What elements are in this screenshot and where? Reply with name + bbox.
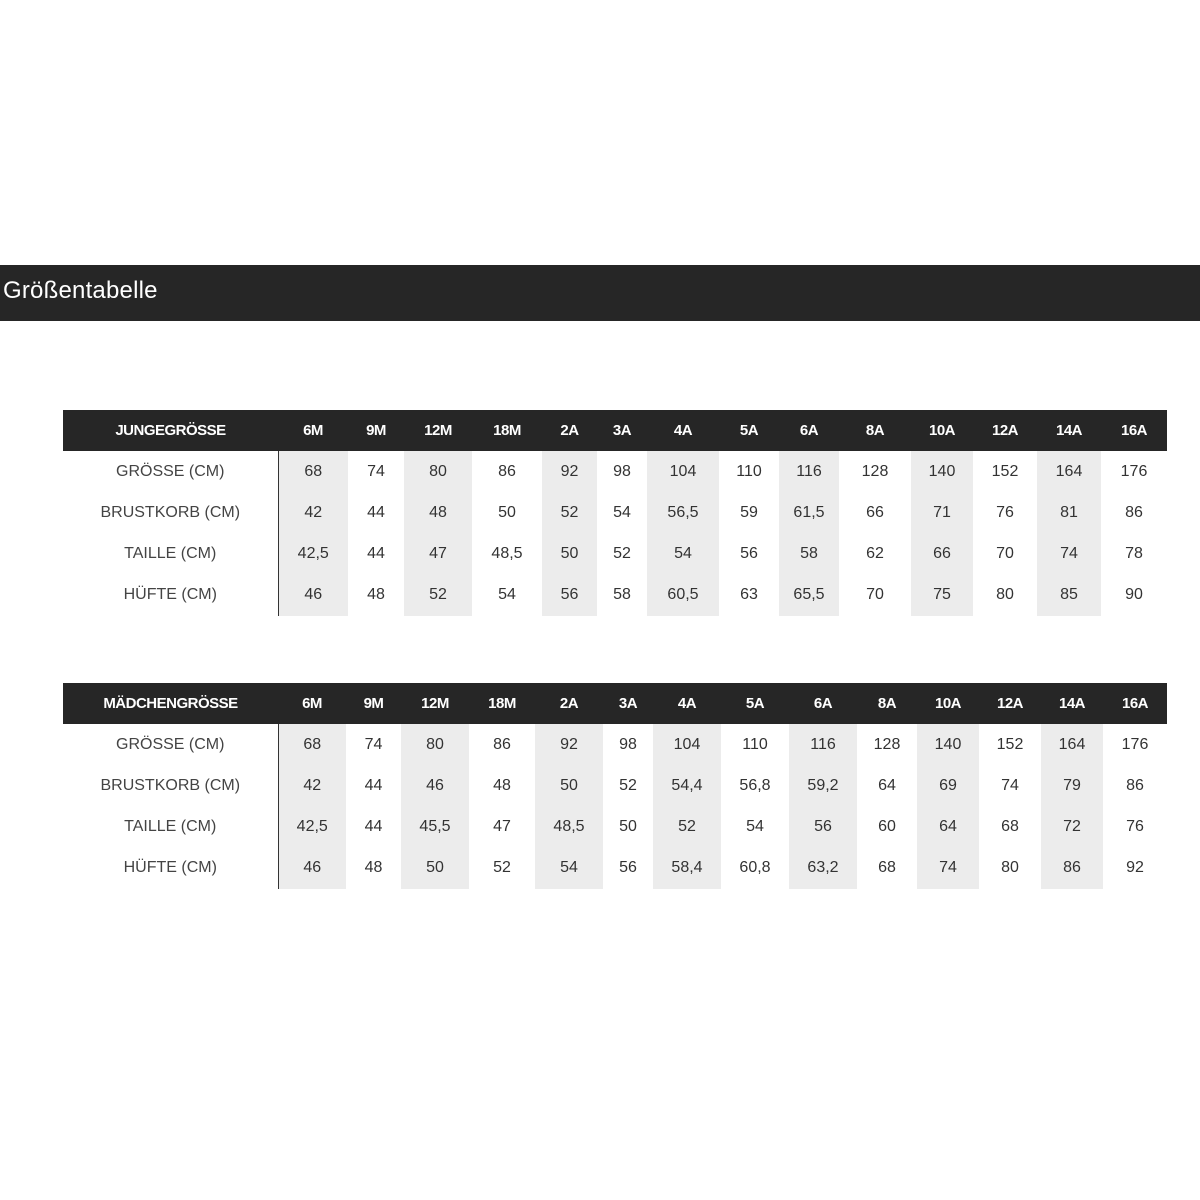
table-cell: 71 [911,492,973,533]
size-header: 9M [346,683,401,724]
page-title: Größentabelle [3,277,158,304]
table-cell: 61,5 [779,492,839,533]
table-cell: 63 [740,586,758,604]
table-cell: 60,5 [647,575,719,616]
row-label: BRUSTKORB (CM) [63,492,278,533]
size-header: 3A [603,683,653,724]
table-cell: 176 [1120,462,1148,480]
table-cell: 92 [542,451,597,492]
table-cell: 92 [1126,859,1144,877]
table-cell: 56,8 [739,776,771,794]
header-row [63,683,1167,724]
size-header: 2A [542,410,597,451]
table-cell: 98 [619,735,637,753]
table-cell: 80 [401,724,469,765]
table-cell: 54 [613,503,631,521]
table-cell: 46 [278,848,346,889]
table-cell: 58 [613,586,631,604]
table-cell: 42 [278,492,348,533]
table-cell: 80 [404,451,472,492]
table-cell: 50 [542,534,597,575]
size-header: 16A [1103,683,1167,724]
table-cell: 42 [278,765,346,806]
table-cell: 90 [1125,586,1143,604]
size-header: 4A [653,683,721,724]
table-cell: 52 [404,575,472,616]
table-cell: 47 [493,818,511,836]
table-cell: 56 [542,575,597,616]
size-header: 18M [469,683,535,724]
table-cell: 74 [1037,534,1101,575]
size-header: 6M [278,410,348,451]
size-header: 12M [404,410,472,451]
size-header: 14A [1041,683,1103,724]
table-cell: 58,4 [653,848,721,889]
table-cell: 52 [493,859,511,877]
row-label: HÜFTE (CM) [63,575,278,616]
table-cell: 54 [498,586,516,604]
size-header: 12M [401,683,469,724]
table-cell: 50 [498,503,516,521]
table-cell: 62 [866,545,884,563]
size-header: 3A [597,410,647,451]
size-header: 2A [535,683,603,724]
size-header: 8A [857,683,917,724]
row-label: TAILLE (CM) [63,534,278,575]
table-cell: 58 [779,534,839,575]
table-cell: 54 [535,848,603,889]
table-cell: 72 [1041,807,1103,848]
table-cell: 50 [619,818,637,836]
table-cell: 54 [647,534,719,575]
table-cell: 176 [1121,735,1149,753]
table-cell: 68 [278,451,348,492]
table-cell: 64 [917,807,979,848]
table-cell: 104 [653,724,721,765]
table-cell: 65,5 [779,575,839,616]
table-cell: 48 [367,586,385,604]
size-header: 14A [1037,410,1101,451]
table-cell: 45,5 [401,807,469,848]
table-cell: 48,5 [535,807,603,848]
table-cell: 56 [619,859,637,877]
table-cell: 42,5 [278,534,348,575]
table-cell: 76 [996,503,1014,521]
table-cell: 70 [996,545,1014,563]
table-cell: 63,2 [789,848,857,889]
table-heading: MÄDCHENGRÖSSE [63,683,278,724]
size-header: 16A [1101,410,1167,451]
size-header: 8A [839,410,911,451]
table-cell: 68 [1001,818,1019,836]
table-row [63,765,1167,806]
size-header: 4A [647,410,719,451]
table-cell: 46 [278,575,348,616]
table-cell: 74 [367,462,385,480]
size-header: 9M [348,410,404,451]
table-cell: 50 [401,848,469,889]
size-header: 10A [917,683,979,724]
table-cell: 44 [364,818,383,836]
row-label: BRUSTKORB (CM) [63,765,278,806]
header-row [63,410,1167,451]
table-cell: 66 [866,503,884,521]
table-cell: 52 [653,807,721,848]
table-cell: 64 [878,776,896,794]
table-cell: 74 [364,735,383,753]
table-cell: 52 [613,545,631,563]
table-cell: 69 [917,765,979,806]
table-row [63,451,1167,492]
row-label: TAILLE (CM) [63,807,278,848]
table-cell: 98 [613,462,631,480]
table-cell: 48,5 [491,545,523,563]
table-cell: 140 [911,451,973,492]
table-cell: 56,5 [647,492,719,533]
row-label: GRÖSSE (CM) [63,451,278,492]
table-cell: 48 [493,776,511,794]
table-cell: 48 [404,492,472,533]
table-cell: 66 [911,534,973,575]
table-cell: 44 [364,776,383,794]
boys-size-table [63,410,1167,616]
table-cell: 44 [367,503,385,521]
table-cell: 86 [498,462,516,480]
table-cell: 78 [1125,545,1143,563]
table-cell: 164 [1041,724,1103,765]
table-cell: 116 [789,724,857,765]
table-cell: 75 [911,575,973,616]
table-cell: 86 [493,735,511,753]
size-header: 12A [973,410,1037,451]
table-cell: 152 [996,735,1024,753]
table-cell: 86 [1126,776,1144,794]
table-cell: 52 [619,776,637,794]
table-heading: JUNGEGRÖSSE [63,410,278,451]
table-cell: 56 [789,807,857,848]
table-cell: 86 [1125,503,1143,521]
table-cell: 110 [736,462,762,480]
size-header: 12A [979,683,1041,724]
table-cell: 79 [1041,765,1103,806]
table-cell: 42,5 [278,807,346,848]
table-row [63,575,1167,616]
table-cell: 59,2 [789,765,857,806]
row-label: GRÖSSE (CM) [63,724,278,765]
table-cell: 86 [1041,848,1103,889]
table-row [63,848,1167,889]
table-cell: 44 [367,545,385,563]
table-cell: 80 [996,586,1014,604]
size-header: 6A [789,683,857,724]
table-cell: 50 [535,765,603,806]
table-cell: 68 [878,859,896,877]
table-cell: 70 [866,586,884,604]
table-cell: 47 [404,534,472,575]
table-cell: 54,4 [653,765,721,806]
table-cell: 48 [364,859,383,877]
table-cell: 110 [742,735,768,753]
table-cell: 52 [542,492,597,533]
size-header: 6A [779,410,839,451]
row-label: HÜFTE (CM) [63,848,278,889]
table-cell: 76 [1126,818,1144,836]
table-cell: 80 [1001,859,1019,877]
size-header: 5A [719,410,779,451]
title-bar [0,265,1200,321]
table-row [63,534,1167,575]
table-cell: 152 [991,462,1019,480]
size-header: 5A [721,683,789,724]
size-header: 18M [472,410,542,451]
table-cell: 46 [401,765,469,806]
table-cell: 59 [740,503,758,521]
table-cell: 140 [917,724,979,765]
table-cell: 104 [647,451,719,492]
table-cell: 85 [1037,575,1101,616]
table-cell: 56 [740,545,758,563]
table-cell: 128 [861,462,889,480]
table-row [63,492,1167,533]
table-cell: 81 [1037,492,1101,533]
table-cell: 164 [1037,451,1101,492]
size-header: 10A [911,410,973,451]
table-row [63,807,1167,848]
girls-size-table [63,683,1167,889]
table-cell: 60 [878,818,896,836]
table-cell: 74 [917,848,979,889]
table-row [63,724,1167,765]
size-header: 6M [278,683,346,724]
table-cell: 116 [779,451,839,492]
table-cell: 60,8 [739,859,771,877]
table-cell: 68 [278,724,346,765]
table-cell: 92 [535,724,603,765]
table-cell: 54 [746,818,764,836]
table-cell: 128 [873,735,901,753]
table-cell: 74 [1001,776,1019,794]
